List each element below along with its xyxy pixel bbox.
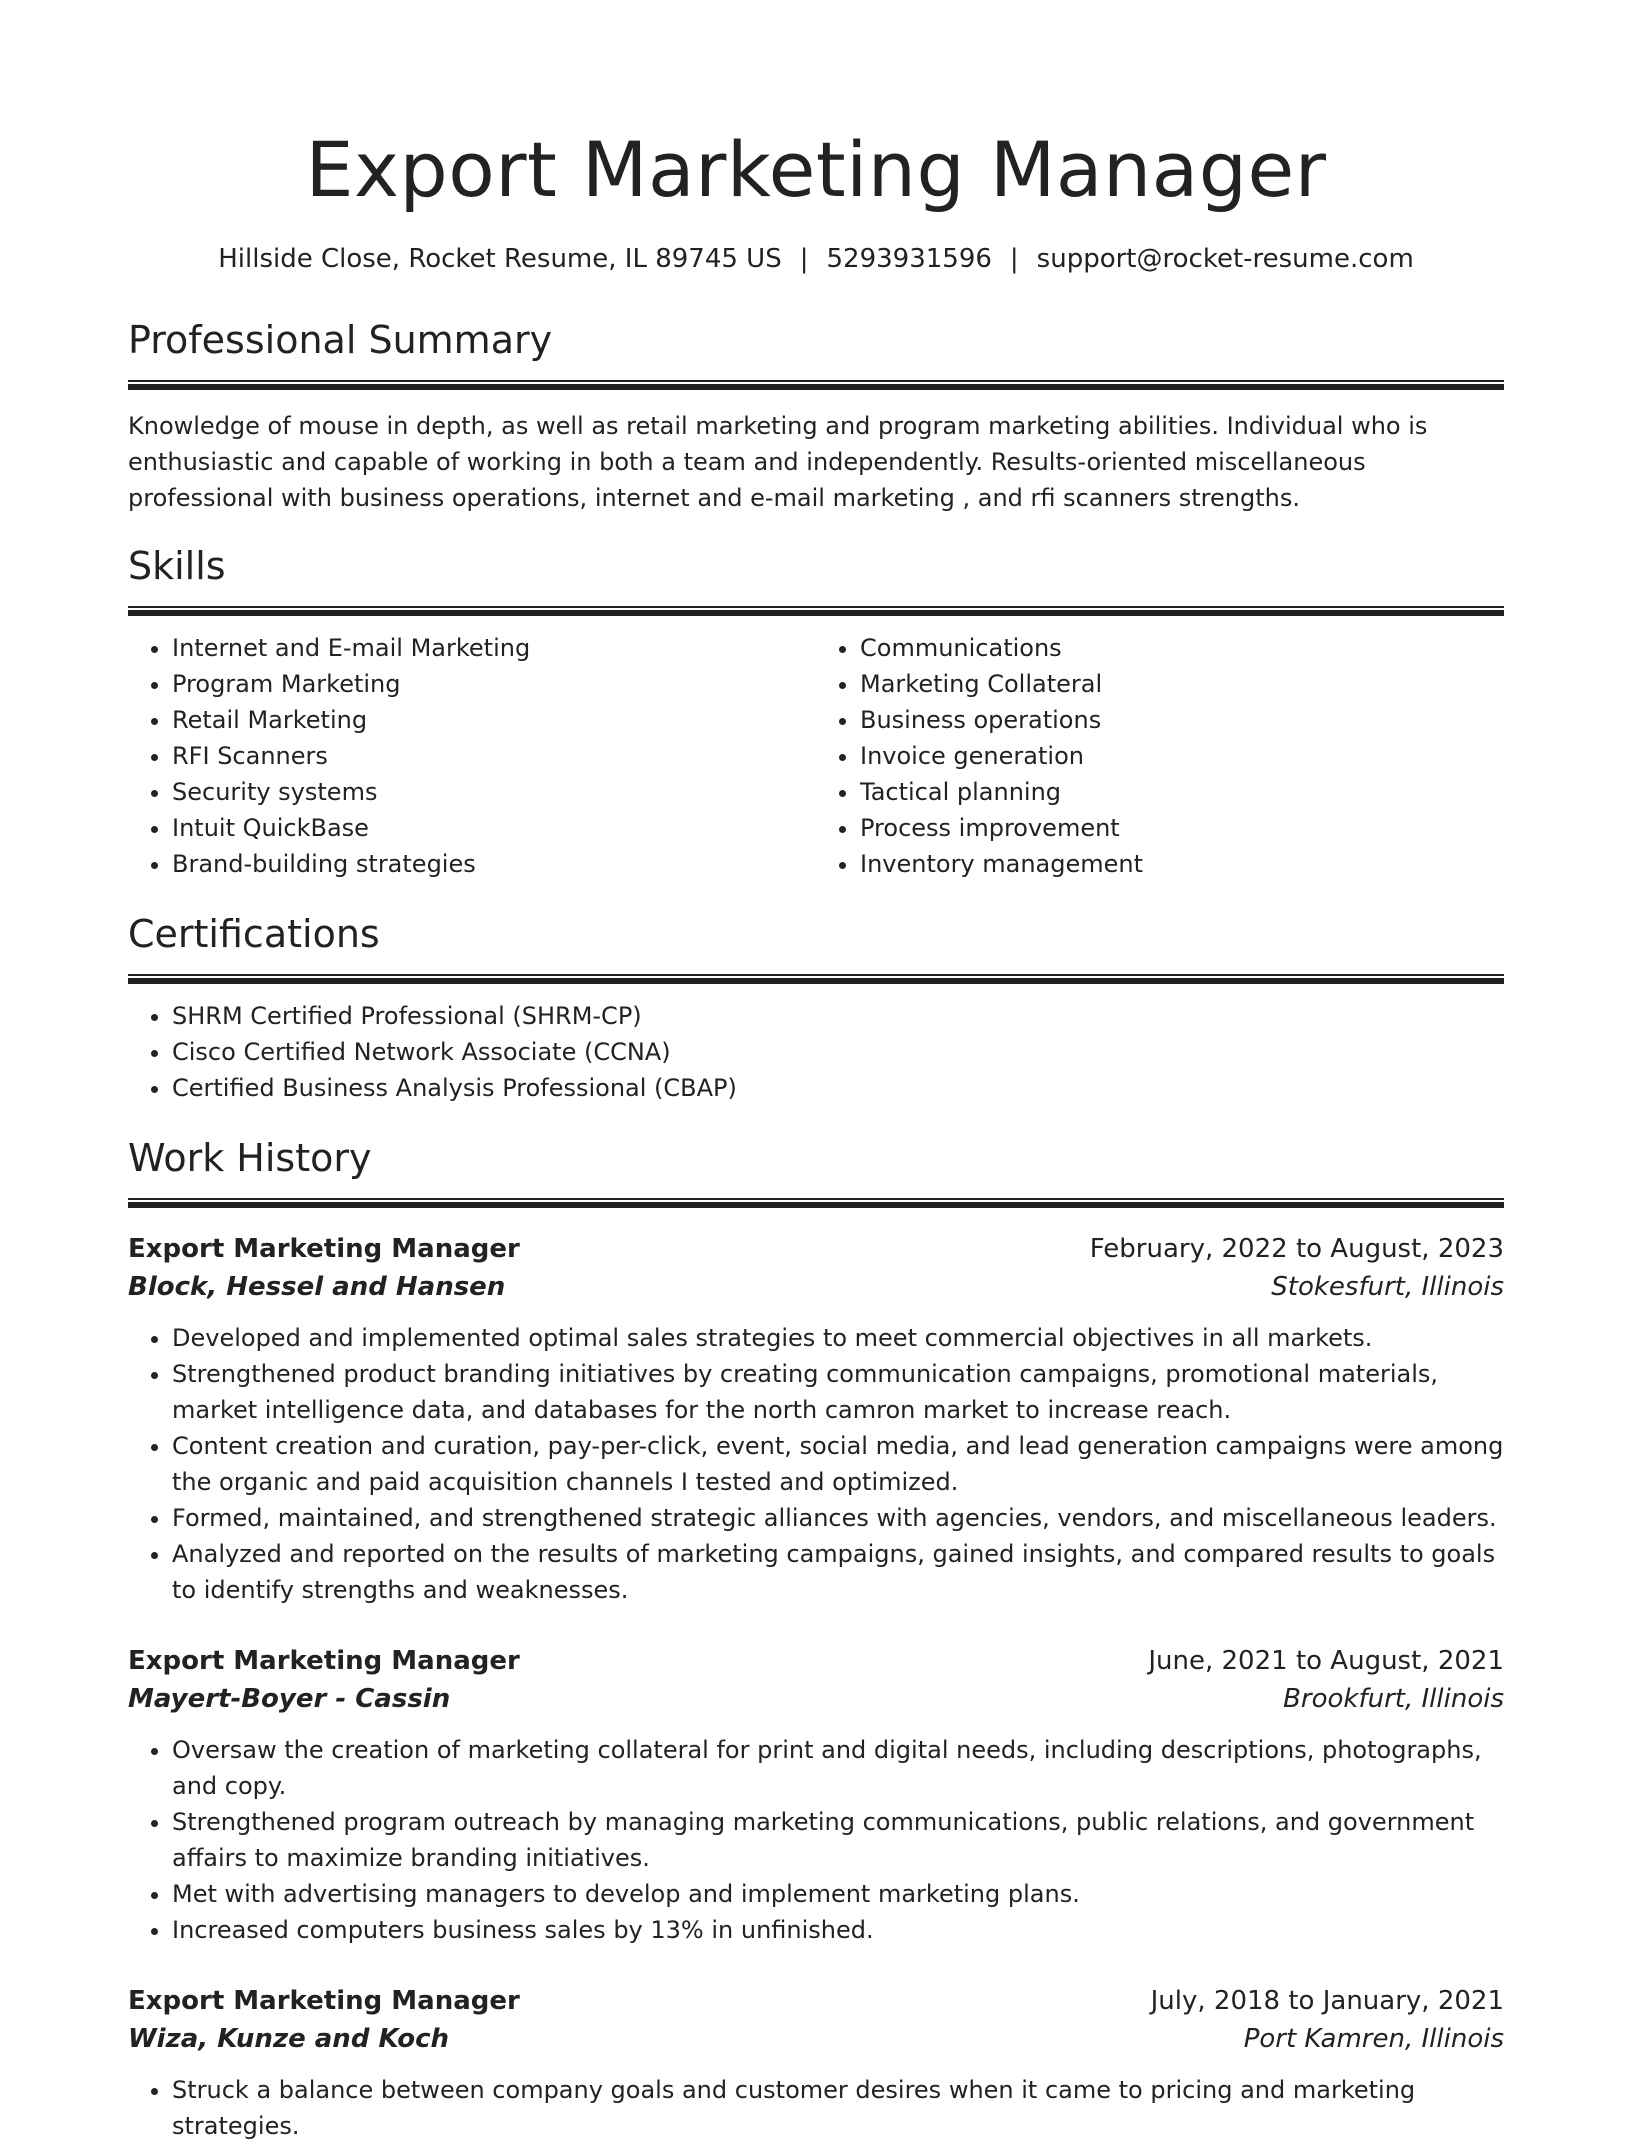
- job-header: [128, 1642, 1504, 1680]
- job-bullets: [128, 1732, 1504, 1948]
- section-title-certifications: Certifications: [128, 912, 380, 956]
- job-header: [128, 1230, 1504, 1268]
- skill-item: • Internet and E-mail Marketing: [172, 630, 816, 666]
- summary-section: [128, 316, 1504, 516]
- skill-item: • Intuit QuickBase: [172, 810, 816, 846]
- job-subheader: [128, 1268, 1504, 1306]
- skills-list: [128, 630, 1504, 882]
- resume-name: Export Marketing Manager: [305, 125, 1327, 214]
- job-bullet: • Content creation and curation, pay-per-click, event, social media, and lead generation campaigns were among the organic and paid acquisition channels I tested and optimized.: [172, 1428, 1504, 1500]
- job-bullet: • Struck a balance between company goals and customer desires when it came to pricing and marketing strategies.: [172, 2072, 1504, 2144]
- job-company: Block, Hessel and Hansen: [128, 1272, 506, 1302]
- skill-item: • Tactical planning: [860, 774, 1504, 810]
- skills-column-left: [128, 630, 816, 882]
- job-bullets: [128, 1320, 1504, 1608]
- skill-item: • Brand-building strategies: [172, 846, 816, 882]
- job-bullet: • Strengthened product branding initiatives by creating communication campaigns, promotional materials, market intelligence data, and databases for the north camron market to increase reach.: [172, 1356, 1504, 1428]
- contact-line: [128, 242, 1504, 276]
- job-location: Brookfurt, Illinois: [1283, 1684, 1504, 1714]
- job-entry: [128, 1642, 1504, 1948]
- skill-item: • Program Marketing: [172, 666, 816, 702]
- section-title-skills: Skills: [128, 544, 226, 588]
- skills-section: [128, 542, 1504, 882]
- certifications-section: [128, 910, 1504, 1106]
- skill-item: • RFI Scanners: [172, 738, 816, 774]
- section-divider: [128, 974, 1504, 984]
- skill-item: • Business operations: [860, 702, 1504, 738]
- section-divider: [128, 380, 1504, 390]
- job-location: Port Kamren, Illinois: [1243, 2024, 1504, 2054]
- section-divider: [128, 606, 1504, 616]
- contact-phone: 5293931596: [826, 244, 992, 274]
- certification-item: • Cisco Certified Network Associate (CCNA): [172, 1034, 1504, 1070]
- certification-item: • SHRM Certified Professional (SHRM-CP): [172, 998, 1504, 1034]
- job-bullet: • Increased computers business sales by 13% in unfinished.: [172, 1912, 1504, 1948]
- job-title: Export Marketing Manager: [128, 1234, 520, 1264]
- job-title: Export Marketing Manager: [128, 1646, 520, 1676]
- contact-separator: |: [1009, 244, 1019, 274]
- job-title: Export Marketing Manager: [128, 1986, 520, 2016]
- job-dates: February, 2022 to August, 2023: [1089, 1234, 1504, 1264]
- contact-address: Hillside Close, Rocket Resume, IL 89745 US: [218, 244, 782, 274]
- skill-item: • Retail Marketing: [172, 702, 816, 738]
- job-dates: June, 2021 to August, 2021: [1148, 1646, 1504, 1676]
- section-divider: [128, 1198, 1504, 1208]
- summary-text: Knowledge of mouse in depth, as well as retail marketing and program marketing abilities. Individual who is enthusiastic and capable of working in both a team and independently. Results-oriented miscellaneous professional with business operations, internet and e-mail marketing , and rfi scanners strengths.: [128, 412, 1428, 512]
- job-location: Stokesfurt, Illinois: [1271, 1272, 1504, 1302]
- job-bullet: • Met with advertising managers to develop and implement marketing plans.: [172, 1876, 1504, 1912]
- section-title-work-history: Work History: [128, 1136, 372, 1180]
- job-company: Mayert-Boyer - Cassin: [128, 1684, 451, 1714]
- contact-separator: |: [799, 244, 809, 274]
- certification-item: • Certified Business Analysis Professional (CBAP): [172, 1070, 1504, 1106]
- skill-item: • Process improvement: [860, 810, 1504, 846]
- job-bullet: • Strengthened program outreach by managing marketing communications, public relations, and government affairs to maximize branding initiatives.: [172, 1804, 1504, 1876]
- job-bullet: • Analyzed and reported on the results of marketing campaigns, gained insights, and compared results to goals to identify strengths and weaknesses.: [172, 1536, 1504, 1608]
- certifications-list: [128, 998, 1504, 1106]
- skill-item: • Inventory management: [860, 846, 1504, 882]
- section-title-summary: Professional Summary: [128, 318, 553, 362]
- job-dates: July, 2018 to January, 2021: [1150, 1986, 1504, 2016]
- skill-item: • Security systems: [172, 774, 816, 810]
- job-entry: [128, 1982, 1504, 2144]
- job-subheader: [128, 2020, 1504, 2058]
- job-subheader: [128, 1680, 1504, 1718]
- skill-item: • Communications: [860, 630, 1504, 666]
- job-bullets: [128, 2072, 1504, 2144]
- job-bullet: • Oversaw the creation of marketing collateral for print and digital needs, including descriptions, photographs, and copy.: [172, 1732, 1504, 1804]
- skill-item: • Invoice generation: [860, 738, 1504, 774]
- contact-email: support@rocket-resume.com: [1036, 244, 1414, 274]
- job-company: Wiza, Kunze and Koch: [128, 2024, 449, 2054]
- job-bullet: • Formed, maintained, and strengthened strategic alliances with agencies, vendors, and miscellaneous leaders.: [172, 1500, 1504, 1536]
- skill-item: • Marketing Collateral: [860, 666, 1504, 702]
- job-entry: [128, 1230, 1504, 1608]
- job-header: [128, 1982, 1504, 2020]
- job-bullet: • Developed and implemented optimal sales strategies to meet commercial objectives in all markets.: [172, 1320, 1504, 1356]
- work-history-section: [128, 1134, 1504, 2144]
- skills-column-right: [816, 630, 1504, 882]
